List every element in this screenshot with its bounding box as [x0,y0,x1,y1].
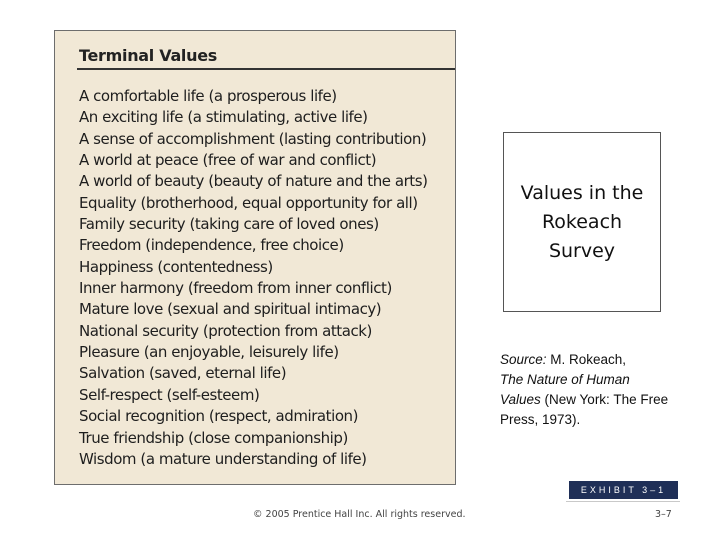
list-item: Social recognition (respect, admiration) [79,407,359,426]
list-item: Inner harmony (freedom from inner conflict) [79,279,392,298]
list-item: Equality (brotherhood, equal opportunity for all) [79,193,418,212]
list-item: A comfortable life (a prosperous life) [79,87,337,105]
values-list [79,86,428,470]
list-item: Self-respect (self-esteem) [79,385,260,404]
terminal-values-panel [54,30,456,485]
list-item: An exciting life (a stimulating, active life) [79,108,368,127]
slide-title-box [503,132,661,312]
list-item: National security (protection from attack) [79,321,372,340]
source-label: Source: [500,352,547,367]
source-citation [500,350,670,430]
list-item: Family security (taking care of loved ones) [79,215,379,234]
list-item: Mature love (sexual and spiritual intimacy) [79,300,382,319]
list-item: Freedom (independence, free choice) [79,236,344,255]
list-item: Wisdom (a mature understanding of life) [79,449,367,468]
list-item: Pleasure (an enjoyable, leisurely life) [79,343,339,362]
list-item: A sense of accomplishment (lasting contribution) [79,129,427,148]
copyright-notice: © 2005 Prentice Hall Inc. All rights reserved. [253,509,466,520]
page-number: 3–7 [655,509,672,520]
title-divider [77,68,455,70]
source-book-title: The Nature of Human Values [500,372,630,407]
list-item: A world at peace (free of war and conflict) [79,151,377,170]
list-item: True friendship (close companionship) [79,428,348,447]
list-item: A world of beauty (beauty of nature and the arts) [79,172,428,191]
exhibit-badge: EXHIBIT 3–1 [569,481,678,499]
list-item: Salvation (saved, eternal life) [79,364,287,383]
footer-divider [566,501,680,502]
slide-title: Values in the Rokeach Survey [520,181,644,262]
panel-title: Terminal Values [79,46,217,65]
source-author: M. Rokeach, [546,352,627,367]
list-item: Happiness (contentedness) [79,257,273,276]
source-publisher: (New York: The Free Press, 1973). [500,392,669,427]
